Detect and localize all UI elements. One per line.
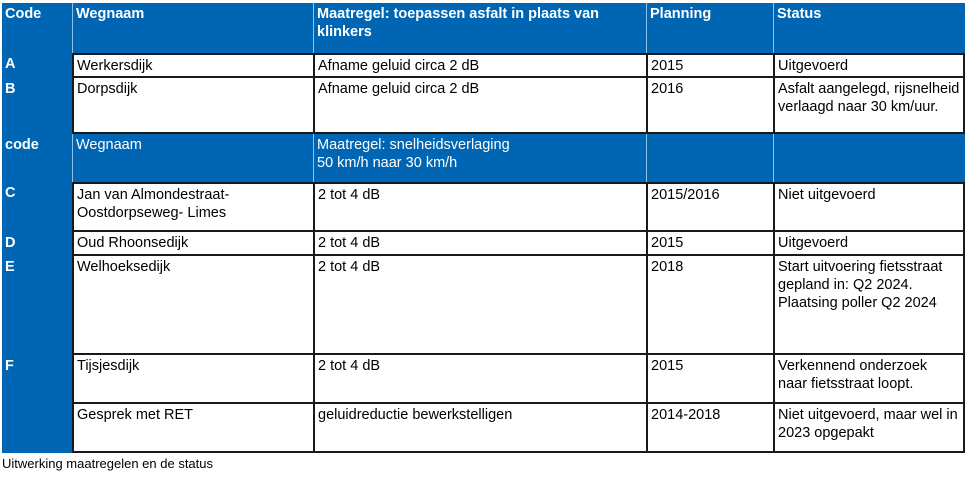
- maatregel-cell: geluidreductie bewerkstelligen: [313, 404, 646, 453]
- table-header-row: [0, 3, 967, 53]
- planning-cell: 2016: [646, 78, 773, 134]
- subheader-status: [773, 134, 965, 182]
- table-caption: Uitwerking maatregelen en de status: [2, 456, 214, 471]
- planning-cell: 2015: [646, 232, 773, 256]
- code-cell: D: [2, 232, 72, 256]
- table-row: [0, 256, 967, 355]
- code-cell: A: [2, 53, 72, 78]
- planning-cell: 2015/2016: [646, 182, 773, 232]
- status-cell: Verkennend onderzoek naar fietsstraat loopt.: [773, 355, 965, 404]
- table-row: [0, 404, 967, 453]
- header-planning: Planning: [646, 3, 773, 53]
- table-row: [0, 182, 967, 232]
- subheader-planning: [646, 134, 773, 182]
- planning-cell: 2015: [646, 53, 773, 78]
- status-cell: Asfalt aangelegd, rijsnelheid verlaagd naar 30 km/uur.: [773, 78, 965, 134]
- wegnaam-cell: Tijsjesdijk: [72, 355, 313, 404]
- status-cell: Uitgevoerd: [773, 232, 965, 256]
- code-cell: [2, 404, 72, 453]
- header-maatregel: Maatregel: toepassen asfalt in plaats van klinkers: [313, 3, 646, 53]
- maatregel-cell: 2 tot 4 dB: [313, 182, 646, 232]
- planning-cell: 2015: [646, 355, 773, 404]
- maatregel-cell: 2 tot 4 dB: [313, 232, 646, 256]
- planning-cell: 2018: [646, 256, 773, 355]
- planning-cell: 2014-2018: [646, 404, 773, 453]
- subheader-maatregel-line2: 50 km/h naar 30 km/h: [317, 155, 458, 171]
- table-subheader-row: [0, 134, 967, 182]
- code-cell: C: [2, 182, 72, 232]
- maatregel-cell: Afname geluid circa 2 dB: [313, 78, 646, 134]
- header-code: Code: [2, 3, 72, 53]
- maatregel-cell: 2 tot 4 dB: [313, 256, 646, 355]
- wegnaam-cell: Dorpsdijk: [72, 78, 313, 134]
- status-cell: Start uitvoering fietsstraat gepland in: Q2 2024. Plaatsing poller Q2 2024: [773, 256, 965, 355]
- subheader-code: code: [2, 134, 72, 182]
- wegnaam-cell: Oud Rhoonsedijk: [72, 232, 313, 256]
- subheader-maatregel-line1: Maatregel: snelheidsverlaging: [317, 137, 510, 153]
- wegnaam-cell: Welhoeksedijk: [72, 256, 313, 355]
- table-row: [0, 53, 967, 78]
- table-row: [0, 78, 967, 134]
- wegnaam-cell: Werkersdijk: [72, 53, 313, 78]
- header-wegnaam: Wegnaam: [72, 3, 313, 53]
- status-cell: Niet uitgevoerd: [773, 182, 965, 232]
- code-cell: E: [2, 256, 72, 355]
- code-cell: F: [2, 355, 72, 404]
- maatregel-cell: 2 tot 4 dB: [313, 355, 646, 404]
- code-cell: B: [2, 78, 72, 134]
- subheader-maatregel: [313, 134, 646, 182]
- status-cell: Niet uitgevoerd, maar wel in 2023 opgepakt: [773, 404, 965, 453]
- wegnaam-cell: Jan van Almondestraat-Oostdorpseweg- Limes: [72, 182, 313, 232]
- table-row: [0, 232, 967, 256]
- status-cell: Uitgevoerd: [773, 53, 965, 78]
- table-row: [0, 355, 967, 404]
- header-status: Status: [773, 3, 965, 53]
- wegnaam-cell: Gesprek met RET: [72, 404, 313, 453]
- maatregel-cell: Afname geluid circa 2 dB: [313, 53, 646, 78]
- subheader-wegnaam: Wegnaam: [72, 134, 313, 182]
